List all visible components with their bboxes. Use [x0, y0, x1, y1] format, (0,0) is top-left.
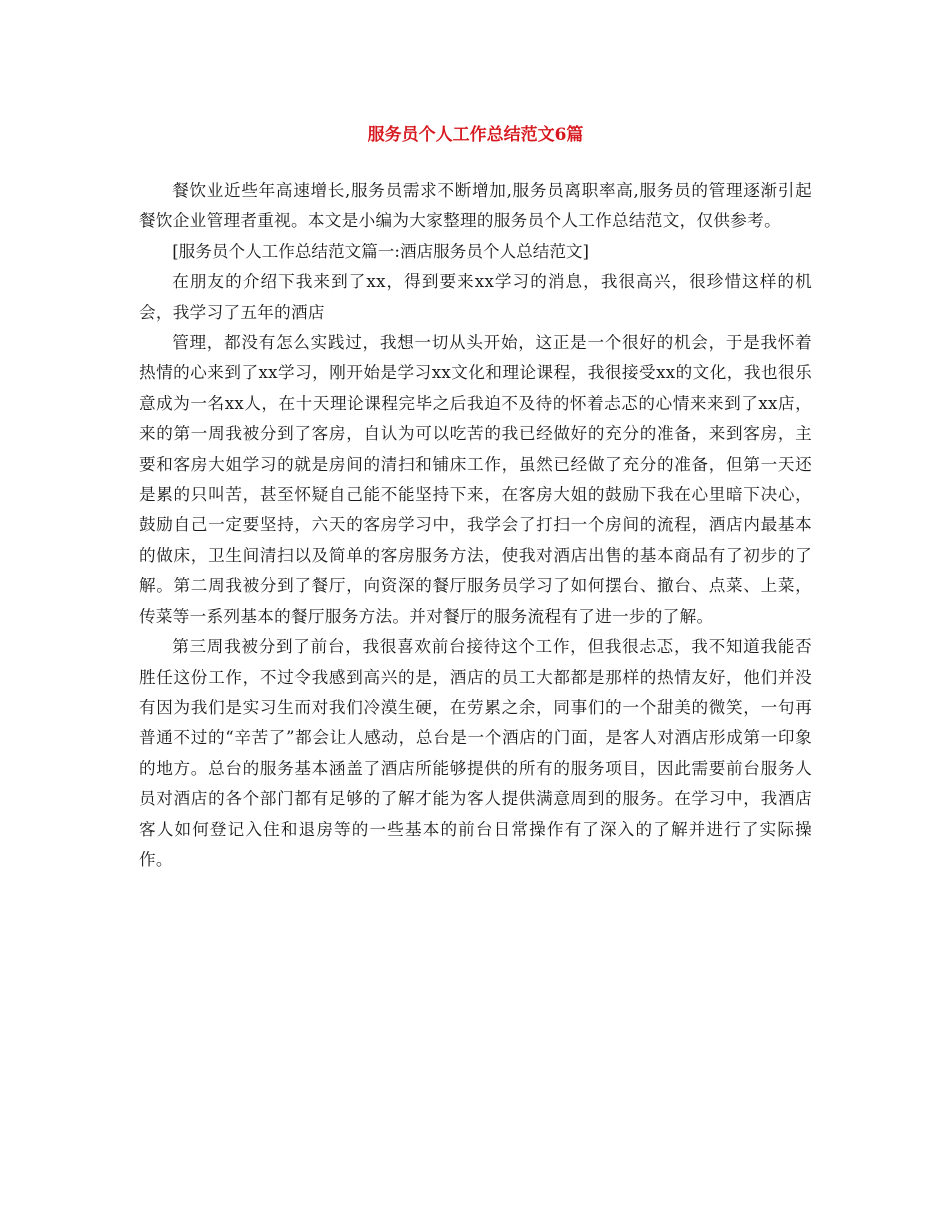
body-paragraph-1: 在朋友的介绍下我来到了xx，得到要来xx学习的消息，我很高兴，很珍惜这样的机会，我学习了五年的酒店	[139, 272, 812, 322]
section-heading: [服务员个人工作总结范文篇一:酒店服务员个人总结范文]	[172, 241, 589, 261]
intro-paragraph: 餐饮业近些年高速增长,服务员需求不断增加,服务员离职率高,服务员的管理逐渐引起餐饮企业管理者重视。本文是小编为大家整理的服务员个人工作总结范文，仅供参考。	[139, 181, 812, 231]
body-paragraph-2: 管理，都没有怎么实践过，我想一切从头开始，这正是一个很好的机会，于是我怀着热情的心来到了xx学习，刚开始是学习xx文化和理论课程，我很接受xx的文化，我也很乐意成为一名xx人，在十天理论课程完毕之后我迫不及待的怀着忐忑的心情来来到了xx店，来的第一周我被分到了客房，自认为可以吃苦的我已经做好的充分的准备，来到客房，主要和客房大姐学习的就是房间的清扫和铺床工作，虽然已经做了充分的准备，但第一天还是累的只叫苦，甚至怀疑自己能不能坚持下来，在客房大姐的鼓励下我在心里暗下决心，鼓励自己一定要坚持，六天的客房学习中，我学会了打扫一个房间的流程，酒店内最基本的做床，卫生间清扫以及简单的客房服务方法，使我对酒店出售的基本商品有了初步的了解。第二周我被分到了餐厅，向资深的餐厅服务员学习了如何摆台、撤台、点菜、上菜，传菜等一系列基本的餐厅服务方法。并对餐厅的服务流程有了进一步的了解。	[139, 333, 812, 626]
document-title: 服务员个人工作总结范文6篇	[367, 125, 584, 145]
body-paragraph-3: 第三周我被分到了前台，我很喜欢前台接待这个工作，但我很忐忑，我不知道我能否胜任这份工作，不过令我感到高兴的是，酒店的员工大都都是那样的热情友好，他们并没有因为我们是实习生而对我们冷漠生硬，在劳累之余，同事们的一个甜美的微笑，一句再普通不过的“辛苦了”都会让人感动，总台是一个酒店的门面，是客人对酒店形成第一印象的地方。总台的服务基本涵盖了酒店所能够提供的所有的服务项目，因此需要前台服务人员对酒店的各个部门都有足够的了解才能为客人提供满意周到的服务。在学习中，我酒店客人如何登记入住和退房等的一些基本的前台日常操作有了深入的了解并进行了实际操作。	[139, 637, 812, 869]
document-page	[139, 118, 812, 875]
